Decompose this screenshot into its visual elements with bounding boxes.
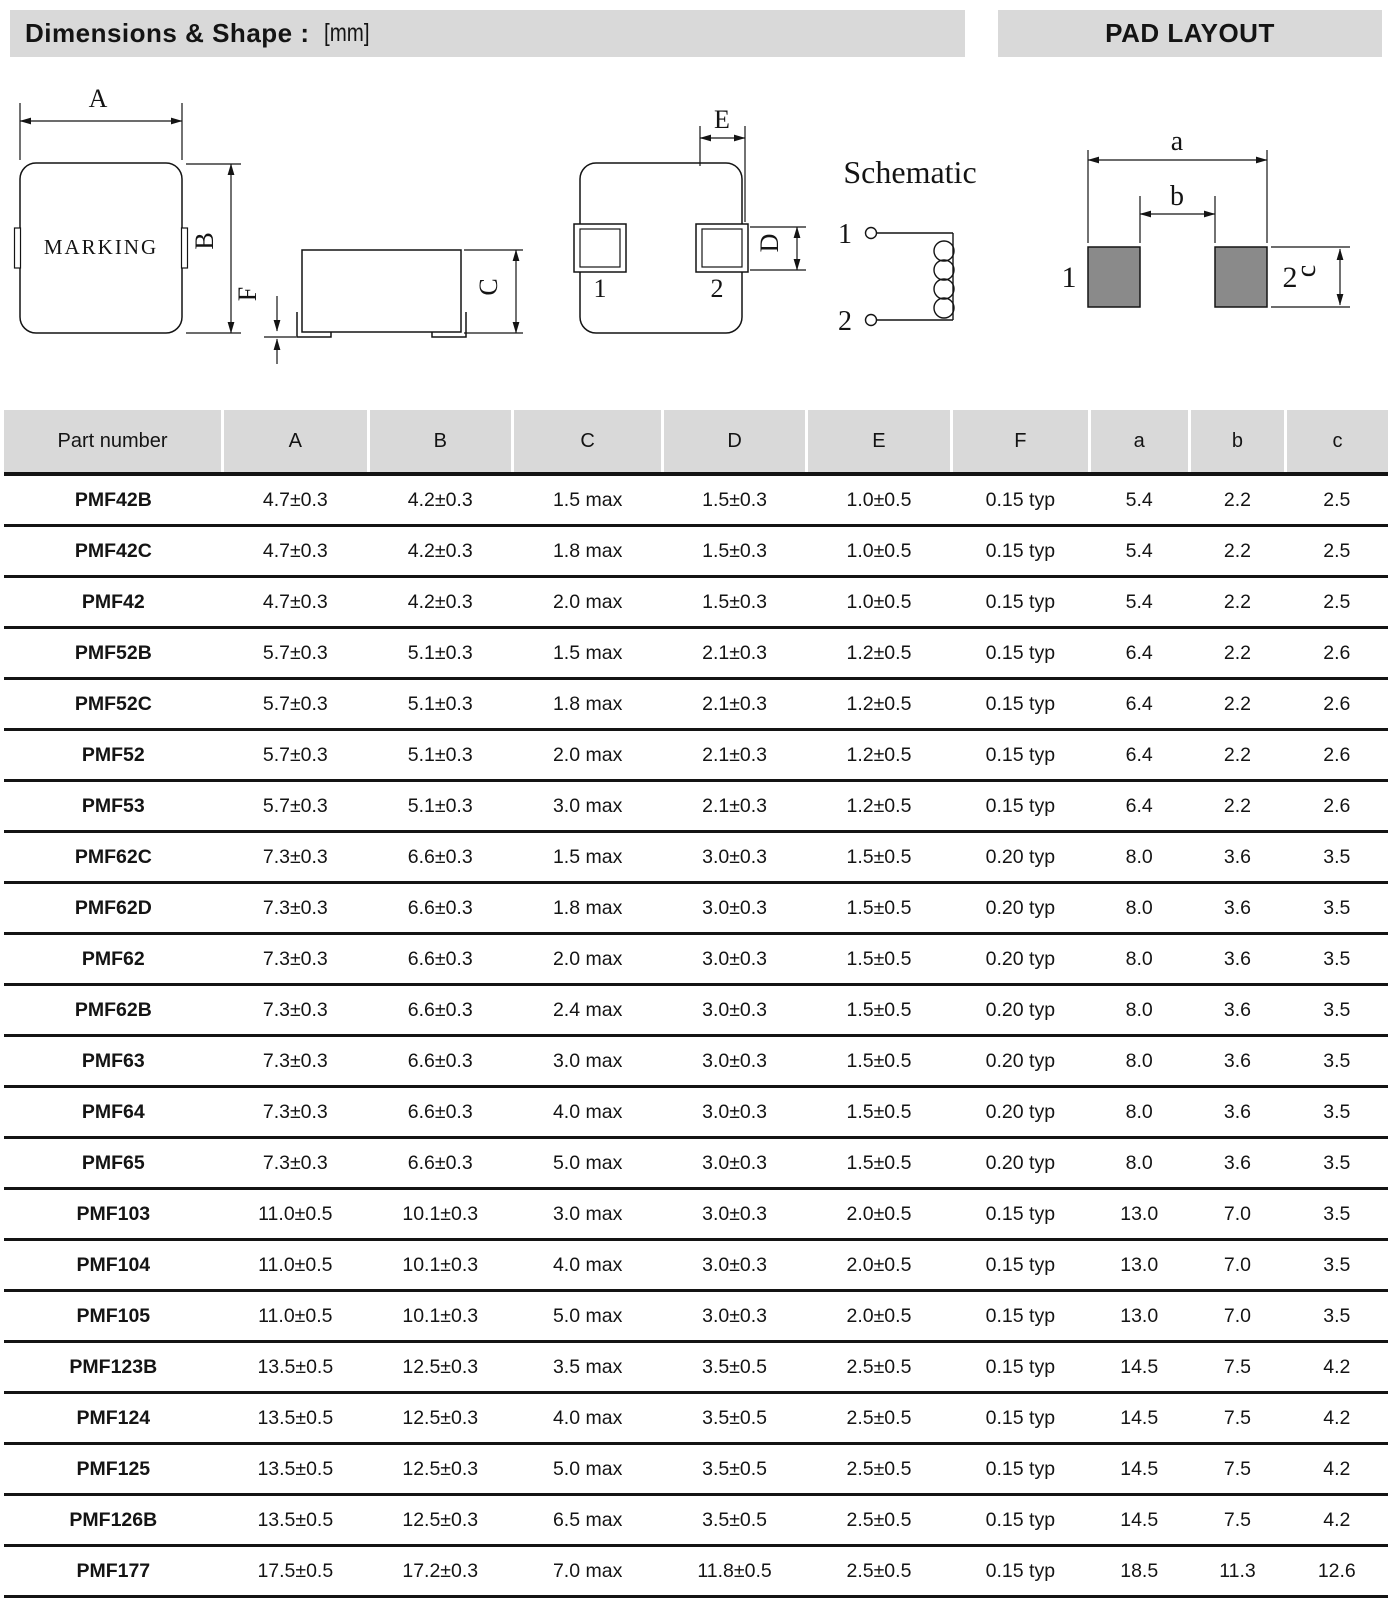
technical-drawings [0, 0, 1392, 410]
value-cell: 3.0±0.3 [663, 1189, 806, 1240]
value-cell: 3.6 [1189, 832, 1285, 883]
value-cell: 0.20 typ [952, 883, 1089, 934]
value-cell: 1.5±0.3 [663, 526, 806, 577]
table-row [4, 1495, 1388, 1546]
value-cell: 2.2 [1189, 781, 1285, 832]
value-cell: 2.2 [1189, 679, 1285, 730]
value-cell: 1.8 max [512, 883, 662, 934]
value-cell: 5.0 max [512, 1291, 662, 1342]
table-row [4, 985, 1388, 1036]
value-cell: 0.15 typ [952, 1291, 1089, 1342]
pad1 [1088, 247, 1140, 307]
value-cell: 4.7±0.3 [223, 577, 368, 628]
value-cell: 3.6 [1189, 1087, 1285, 1138]
value-cell: 5.7±0.3 [223, 679, 368, 730]
table-header-row [4, 410, 1388, 474]
value-cell: 12.5±0.3 [368, 1495, 512, 1546]
column-header-E: E [806, 410, 951, 474]
part-number-cell: PMF104 [4, 1240, 223, 1291]
value-cell: 3.0 max [512, 1189, 662, 1240]
value-cell: 4.7±0.3 [223, 474, 368, 526]
value-cell: 4.0 max [512, 1240, 662, 1291]
value-cell: 2.5 [1286, 577, 1388, 628]
value-cell: 0.20 typ [952, 985, 1089, 1036]
value-cell: 5.7±0.3 [223, 628, 368, 679]
table-row [4, 781, 1388, 832]
value-cell: 1.5±0.5 [806, 832, 951, 883]
value-cell: 13.0 [1089, 1291, 1189, 1342]
value-cell: 12.6 [1286, 1546, 1388, 1597]
value-cell: 3.6 [1189, 934, 1285, 985]
value-cell: 5.4 [1089, 474, 1189, 526]
value-cell: 13.5±0.5 [223, 1393, 368, 1444]
table-row [4, 1036, 1388, 1087]
value-cell: 2.6 [1286, 781, 1388, 832]
value-cell: 14.5 [1089, 1444, 1189, 1495]
value-cell: 3.0±0.3 [663, 1036, 806, 1087]
value-cell: 10.1±0.3 [368, 1291, 512, 1342]
value-cell: 7.0 [1189, 1240, 1285, 1291]
value-cell: 7.3±0.3 [223, 883, 368, 934]
value-cell: 3.6 [1189, 1036, 1285, 1087]
part-number-cell: PMF42C [4, 526, 223, 577]
value-cell: 3.5 [1286, 985, 1388, 1036]
value-cell: 3.5 [1286, 1189, 1388, 1240]
part-number-cell: PMF62C [4, 832, 223, 883]
part-number-cell: PMF123B [4, 1342, 223, 1393]
value-cell: 6.4 [1089, 679, 1189, 730]
value-cell: 2.1±0.3 [663, 781, 806, 832]
pad-dim-c-label: c [1291, 264, 1322, 278]
value-cell: 3.6 [1189, 1138, 1285, 1189]
table-row [4, 1240, 1388, 1291]
value-cell: 1.5±0.5 [806, 934, 951, 985]
value-cell: 0.15 typ [952, 1189, 1089, 1240]
value-cell: 0.15 typ [952, 1342, 1089, 1393]
part-number-cell: PMF126B [4, 1495, 223, 1546]
value-cell: 1.5±0.5 [806, 1087, 951, 1138]
value-cell: 3.5 [1286, 934, 1388, 985]
part-number-cell: PMF177 [4, 1546, 223, 1597]
value-cell: 6.5 max [512, 1495, 662, 1546]
value-cell: 1.5±0.5 [806, 1036, 951, 1087]
value-cell: 0.15 typ [952, 577, 1089, 628]
value-cell: 6.6±0.3 [368, 883, 512, 934]
value-cell: 3.0±0.3 [663, 1087, 806, 1138]
table-row [4, 1087, 1388, 1138]
part-number-cell: PMF103 [4, 1189, 223, 1240]
value-cell: 0.15 typ [952, 781, 1089, 832]
top-view-right-notch [182, 228, 188, 268]
value-cell: 2.1±0.3 [663, 679, 806, 730]
dim-f-lines [264, 296, 296, 364]
column-header-b: b [1189, 410, 1285, 474]
value-cell: 0.15 typ [952, 1495, 1089, 1546]
table-row [4, 883, 1388, 934]
part-number-cell: PMF42 [4, 577, 223, 628]
column-header-A: A [223, 410, 368, 474]
table-row [4, 1444, 1388, 1495]
value-cell: 4.2 [1286, 1444, 1388, 1495]
value-cell: 6.6±0.3 [368, 832, 512, 883]
part-number-cell: PMF124 [4, 1393, 223, 1444]
value-cell: 2.1±0.3 [663, 628, 806, 679]
value-cell: 5.4 [1089, 526, 1189, 577]
table-row [4, 577, 1388, 628]
value-cell: 4.2 [1286, 1342, 1388, 1393]
part-number-cell: PMF52 [4, 730, 223, 781]
value-cell: 2.0 max [512, 934, 662, 985]
value-cell: 11.0±0.5 [223, 1291, 368, 1342]
part-number-cell: PMF53 [4, 781, 223, 832]
value-cell: 3.5 [1286, 832, 1388, 883]
value-cell: 8.0 [1089, 883, 1189, 934]
table-row [4, 832, 1388, 883]
value-cell: 1.0±0.5 [806, 474, 951, 526]
value-cell: 7.3±0.3 [223, 1036, 368, 1087]
value-cell: 3.0 max [512, 781, 662, 832]
value-cell: 3.0±0.3 [663, 1240, 806, 1291]
part-number-cell: PMF62B [4, 985, 223, 1036]
value-cell: 2.2 [1189, 526, 1285, 577]
value-cell: 7.5 [1189, 1393, 1285, 1444]
value-cell: 11.0±0.5 [223, 1189, 368, 1240]
value-cell: 3.5±0.5 [663, 1342, 806, 1393]
part-number-cell: PMF52C [4, 679, 223, 730]
value-cell: 3.5 [1286, 1036, 1388, 1087]
dim-d-label: D [755, 233, 784, 253]
table-row [4, 730, 1388, 781]
part-number-cell: PMF63 [4, 1036, 223, 1087]
value-cell: 2.5 [1286, 474, 1388, 526]
table-row [4, 1291, 1388, 1342]
schematic-pin2-label: 2 [838, 306, 852, 337]
value-cell: 13.5±0.5 [223, 1342, 368, 1393]
value-cell: 0.15 typ [952, 1393, 1089, 1444]
value-cell: 6.6±0.3 [368, 1087, 512, 1138]
value-cell: 6.6±0.3 [368, 1036, 512, 1087]
value-cell: 5.7±0.3 [223, 781, 368, 832]
value-cell: 8.0 [1089, 985, 1189, 1036]
value-cell: 3.0±0.3 [663, 1291, 806, 1342]
value-cell: 6.6±0.3 [368, 1138, 512, 1189]
bottom-view-pin2-label: 2 [710, 274, 724, 303]
value-cell: 0.20 typ [952, 1138, 1089, 1189]
value-cell: 8.0 [1089, 1138, 1189, 1189]
value-cell: 5.1±0.3 [368, 730, 512, 781]
value-cell: 5.0 max [512, 1138, 662, 1189]
value-cell: 1.0±0.5 [806, 577, 951, 628]
value-cell: 0.15 typ [952, 1546, 1089, 1597]
table-row [4, 1546, 1388, 1597]
value-cell: 2.0±0.5 [806, 1291, 951, 1342]
value-cell: 17.2±0.3 [368, 1546, 512, 1597]
value-cell: 2.0±0.5 [806, 1189, 951, 1240]
value-cell: 5.1±0.3 [368, 679, 512, 730]
value-cell: 7.3±0.3 [223, 832, 368, 883]
value-cell: 0.15 typ [952, 1240, 1089, 1291]
value-cell: 2.4 max [512, 985, 662, 1036]
value-cell: 4.0 max [512, 1393, 662, 1444]
value-cell: 2.2 [1189, 628, 1285, 679]
value-cell: 7.3±0.3 [223, 1087, 368, 1138]
dim-f-label: F [233, 286, 262, 302]
value-cell: 2.6 [1286, 730, 1388, 781]
value-cell: 7.5 [1189, 1444, 1285, 1495]
value-cell: 11.3 [1189, 1546, 1285, 1597]
value-cell: 7.5 [1189, 1495, 1285, 1546]
value-cell: 18.5 [1089, 1546, 1189, 1597]
column-header-a: a [1089, 410, 1189, 474]
value-cell: 6.6±0.3 [368, 985, 512, 1036]
value-cell: 3.0±0.3 [663, 934, 806, 985]
unit-label: [mm] [323, 19, 370, 47]
value-cell: 5.1±0.3 [368, 628, 512, 679]
value-cell: 7.0 [1189, 1291, 1285, 1342]
value-cell: 8.0 [1089, 934, 1189, 985]
table-row [4, 474, 1388, 526]
value-cell: 13.5±0.5 [223, 1495, 368, 1546]
table-row [4, 934, 1388, 985]
value-cell: 17.5±0.5 [223, 1546, 368, 1597]
value-cell: 13.0 [1089, 1240, 1189, 1291]
value-cell: 14.5 [1089, 1495, 1189, 1546]
table-body [4, 474, 1388, 1597]
value-cell: 0.20 typ [952, 1036, 1089, 1087]
dim-e-lines [700, 126, 745, 222]
value-cell: 3.5±0.5 [663, 1444, 806, 1495]
top-view-left-notch [15, 228, 21, 268]
value-cell: 3.5 [1286, 1291, 1388, 1342]
dim-e-label: E [714, 105, 730, 134]
value-cell: 4.2±0.3 [368, 526, 512, 577]
value-cell: 5.7±0.3 [223, 730, 368, 781]
value-cell: 2.5±0.5 [806, 1546, 951, 1597]
value-cell: 7.5 [1189, 1342, 1285, 1393]
pad-dim-b-label: b [1170, 181, 1184, 212]
value-cell: 2.2 [1189, 577, 1285, 628]
pin2-terminal [866, 315, 877, 326]
value-cell: 2.5±0.5 [806, 1342, 951, 1393]
value-cell: 3.5 [1286, 1138, 1388, 1189]
value-cell: 4.2±0.3 [368, 577, 512, 628]
value-cell: 8.0 [1089, 1087, 1189, 1138]
value-cell: 7.0 [1189, 1189, 1285, 1240]
dimensions-shape-title: Dimensions & Shape : [25, 18, 310, 48]
dim-b-label: B [190, 232, 219, 250]
value-cell: 4.2 [1286, 1393, 1388, 1444]
value-cell: 0.15 typ [952, 679, 1089, 730]
marking-label: MARKING [43, 235, 159, 259]
value-cell: 0.15 typ [952, 1444, 1089, 1495]
value-cell: 1.2±0.5 [806, 781, 951, 832]
value-cell: 5.0 max [512, 1444, 662, 1495]
part-number-cell: PMF125 [4, 1444, 223, 1495]
part-number-cell: PMF64 [4, 1087, 223, 1138]
value-cell: 3.6 [1189, 985, 1285, 1036]
value-cell: 2.6 [1286, 679, 1388, 730]
table-row [4, 1138, 1388, 1189]
value-cell: 10.1±0.3 [368, 1189, 512, 1240]
value-cell: 7.3±0.3 [223, 985, 368, 1036]
value-cell: 2.5±0.5 [806, 1495, 951, 1546]
value-cell: 1.8 max [512, 526, 662, 577]
value-cell: 3.0±0.3 [663, 832, 806, 883]
value-cell: 1.5±0.5 [806, 985, 951, 1036]
value-cell: 8.0 [1089, 1036, 1189, 1087]
value-cell: 4.7±0.3 [223, 526, 368, 577]
value-cell: 12.5±0.3 [368, 1393, 512, 1444]
value-cell: 2.2 [1189, 474, 1285, 526]
value-cell: 1.0±0.5 [806, 526, 951, 577]
value-cell: 2.2 [1189, 730, 1285, 781]
part-number-cell: PMF52B [4, 628, 223, 679]
schematic-pin1-label: 1 [838, 219, 852, 250]
value-cell: 3.0±0.3 [663, 883, 806, 934]
pad2 [1215, 247, 1267, 307]
value-cell: 7.3±0.3 [223, 934, 368, 985]
value-cell: 1.2±0.5 [806, 730, 951, 781]
value-cell: 3.0±0.3 [663, 985, 806, 1036]
value-cell: 8.0 [1089, 832, 1189, 883]
column-header-c: c [1286, 410, 1388, 474]
value-cell: 14.5 [1089, 1342, 1189, 1393]
value-cell: 6.4 [1089, 781, 1189, 832]
value-cell: 3.5±0.5 [663, 1393, 806, 1444]
value-cell: 3.5 [1286, 1240, 1388, 1291]
value-cell: 11.8±0.5 [663, 1546, 806, 1597]
value-cell: 4.2±0.3 [368, 474, 512, 526]
value-cell: 2.0±0.5 [806, 1240, 951, 1291]
value-cell: 13.5±0.5 [223, 1444, 368, 1495]
value-cell: 3.0±0.3 [663, 1138, 806, 1189]
value-cell: 1.5±0.5 [806, 883, 951, 934]
column-header-B: B [368, 410, 512, 474]
value-cell: 5.1±0.3 [368, 781, 512, 832]
value-cell: 1.8 max [512, 679, 662, 730]
dimensions-table [4, 410, 1388, 1598]
pad2-label: 2 [1282, 261, 1298, 294]
value-cell: 2.5±0.5 [806, 1393, 951, 1444]
value-cell: 1.5 max [512, 474, 662, 526]
table-row [4, 1342, 1388, 1393]
column-header-D: D [663, 410, 806, 474]
value-cell: 1.5 max [512, 832, 662, 883]
pad-layout-title: PAD LAYOUT [1105, 18, 1275, 48]
value-cell: 10.1±0.3 [368, 1240, 512, 1291]
value-cell: 2.0 max [512, 730, 662, 781]
value-cell: 0.20 typ [952, 934, 1089, 985]
value-cell: 3.5 max [512, 1342, 662, 1393]
part-number-cell: PMF62D [4, 883, 223, 934]
value-cell: 5.4 [1089, 577, 1189, 628]
column-header-F: F [952, 410, 1089, 474]
pad-dim-a-label: a [1170, 126, 1184, 157]
value-cell: 3.0 max [512, 1036, 662, 1087]
schematic-title: Schematic [843, 154, 977, 190]
part-number-cell: PMF62 [4, 934, 223, 985]
value-cell: 1.2±0.5 [806, 628, 951, 679]
column-header-part-number: Part number [4, 410, 223, 474]
value-cell: 3.5±0.5 [663, 1495, 806, 1546]
value-cell: 13.0 [1089, 1189, 1189, 1240]
value-cell: 2.5 [1286, 526, 1388, 577]
value-cell: 0.20 typ [952, 1087, 1089, 1138]
table-row [4, 679, 1388, 730]
dim-a-label: A [88, 84, 108, 113]
value-cell: 1.5 max [512, 628, 662, 679]
value-cell: 1.5±0.5 [806, 1138, 951, 1189]
value-cell: 0.20 typ [952, 832, 1089, 883]
value-cell: 12.5±0.3 [368, 1444, 512, 1495]
schematic-coil [866, 228, 955, 326]
value-cell: 0.15 typ [952, 474, 1089, 526]
value-cell: 3.5 [1286, 1087, 1388, 1138]
table-row [4, 1393, 1388, 1444]
value-cell: 3.6 [1189, 883, 1285, 934]
value-cell: 2.0 max [512, 577, 662, 628]
table-row [4, 628, 1388, 679]
value-cell: 1.5±0.3 [663, 474, 806, 526]
side-view-outline [302, 250, 461, 332]
value-cell: 7.3±0.3 [223, 1138, 368, 1189]
part-number-cell: PMF65 [4, 1138, 223, 1189]
value-cell: 2.6 [1286, 628, 1388, 679]
value-cell: 4.2 [1286, 1495, 1388, 1546]
part-number-cell: PMF105 [4, 1291, 223, 1342]
value-cell: 7.0 max [512, 1546, 662, 1597]
terminal2-outer [696, 224, 748, 272]
value-cell: 12.5±0.3 [368, 1342, 512, 1393]
value-cell: 2.1±0.3 [663, 730, 806, 781]
value-cell: 4.0 max [512, 1087, 662, 1138]
table-row [4, 1189, 1388, 1240]
value-cell: 11.0±0.5 [223, 1240, 368, 1291]
dim-c-label: C [474, 278, 503, 296]
bottom-view-pin1-label: 1 [593, 274, 607, 303]
value-cell: 0.15 typ [952, 730, 1089, 781]
value-cell: 6.6±0.3 [368, 934, 512, 985]
pad1-label: 1 [1061, 261, 1077, 294]
value-cell: 6.4 [1089, 628, 1189, 679]
terminal1-outer [574, 224, 626, 272]
value-cell: 3.5 [1286, 883, 1388, 934]
part-number-cell: PMF42B [4, 474, 223, 526]
value-cell: 0.15 typ [952, 526, 1089, 577]
value-cell: 0.15 typ [952, 628, 1089, 679]
pin1-terminal [866, 228, 877, 239]
value-cell: 1.5±0.3 [663, 577, 806, 628]
table-row [4, 526, 1388, 577]
value-cell: 14.5 [1089, 1393, 1189, 1444]
value-cell: 2.5±0.5 [806, 1444, 951, 1495]
value-cell: 1.2±0.5 [806, 679, 951, 730]
column-header-C: C [512, 410, 662, 474]
value-cell: 6.4 [1089, 730, 1189, 781]
